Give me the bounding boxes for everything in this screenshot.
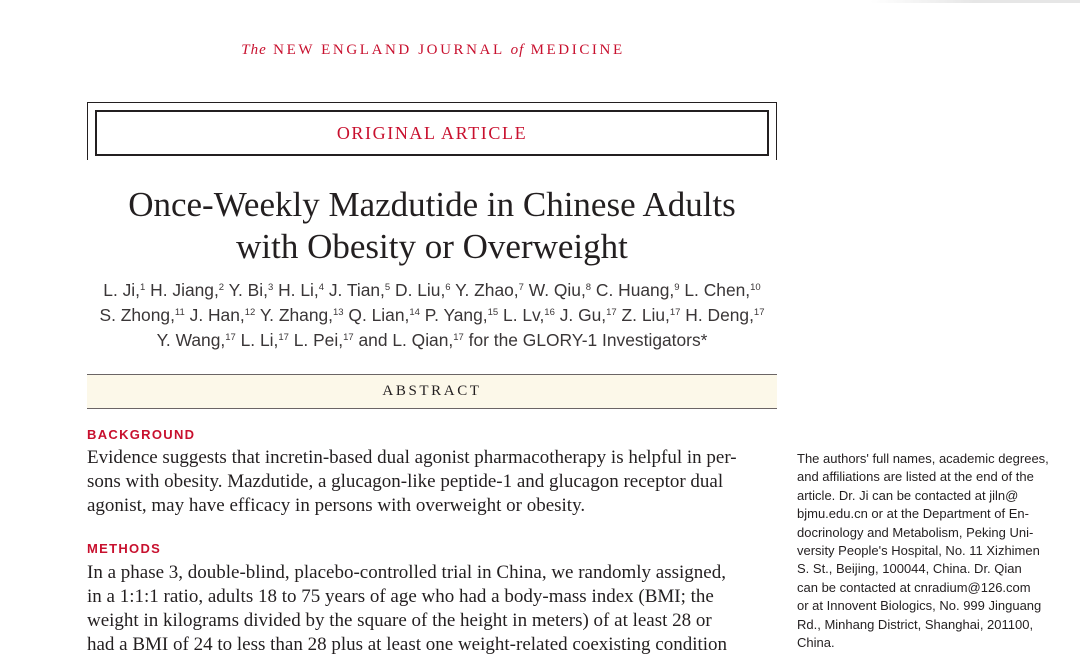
- author-name: P. Yang,: [424, 305, 488, 325]
- author-affiliation: 15: [487, 307, 499, 318]
- author-name: Z. Liu,: [621, 305, 670, 325]
- author-affiliations-note: [797, 450, 1067, 652]
- author-name: J. Tian,: [328, 280, 385, 300]
- author-name: Y. Zhang,: [259, 305, 333, 325]
- article-type-frame: [87, 102, 777, 160]
- author-affiliation: 9: [674, 282, 680, 293]
- methods-line-4: had a BMI of 24 to less than 28 plus at least one weight-related coexisting condition: [87, 634, 728, 655]
- author-affiliation: 8: [585, 282, 592, 293]
- author-name: Q. Lian,: [348, 305, 410, 325]
- journal-masthead: [0, 42, 866, 59]
- author-name: Y. Zhao,: [455, 280, 519, 300]
- author-affiliation: 13: [333, 307, 344, 318]
- side-note-line: S. St., Beijing, 100044, China. Dr. Qian: [797, 561, 1022, 577]
- author-name: C. Huang,: [595, 280, 675, 300]
- masthead-the: The: [241, 42, 267, 58]
- background-text: [87, 446, 778, 518]
- author-affiliation: 5: [384, 282, 391, 293]
- side-note-line: can be contacted at cnradium@126.com: [797, 579, 1031, 595]
- article-title-line-1: Once-Weekly Mazdutide in Chinese Adults: [128, 185, 736, 224]
- author-affiliation: 2: [218, 282, 225, 293]
- masthead-of: of: [510, 42, 525, 58]
- author-affiliation: 17: [278, 332, 289, 343]
- author-name: D. Liu,: [395, 280, 446, 300]
- author-name: L. Li,: [240, 330, 279, 350]
- author-affiliation: 17: [225, 332, 236, 343]
- article-title: [87, 184, 777, 268]
- author-name: L. Chen,: [684, 280, 751, 300]
- side-note-line: Rd., Minhang District, Shanghai, 201100,: [797, 616, 1034, 632]
- authors-group-suffix: for the GLORY-1 Investigators*: [468, 330, 708, 350]
- author-affiliation: 7: [518, 282, 524, 293]
- author-name: H. Li,: [278, 280, 319, 300]
- masthead-part1: NEW ENGLAND JOURNAL: [273, 42, 505, 58]
- side-note-line: or at Innovent Biologics, No. 999 Jinguang: [797, 598, 1042, 614]
- author-line-2: [82, 303, 782, 328]
- author-name: Y. Wang,: [156, 330, 226, 350]
- article-type-label: ORIGINAL ARTICLE: [95, 110, 769, 156]
- author-affiliation: 12: [244, 307, 256, 318]
- author-name: Y. Bi,: [228, 280, 268, 300]
- author-affiliation: 14: [409, 307, 420, 318]
- author-affiliation: 4: [318, 282, 324, 293]
- top-edge-shadow: [870, 0, 1080, 3]
- methods-line-1: In a phase 3, double-blind, placebo-controlled trial in China, we randomly assigned,: [87, 562, 726, 583]
- side-note-line: China.: [797, 635, 835, 651]
- author-affiliation: 6: [445, 282, 451, 293]
- background-heading: BACKGROUND: [87, 427, 196, 442]
- author-affiliation: 17: [453, 332, 464, 343]
- author-line-3: [82, 328, 782, 353]
- author-name: S. Zhong,: [99, 305, 175, 325]
- side-note-line: The authors' full names, academic degrees,: [797, 451, 1049, 466]
- author-affiliation: 17: [606, 307, 617, 318]
- author-line-1: [82, 278, 782, 303]
- side-note-line: versity People's Hospital, No. 11 Xizhimen: [797, 543, 1040, 559]
- side-note-line: docrinology and Metabolism, Peking Uni-: [797, 524, 1034, 540]
- background-line-3: agonist, may have efficacy in persons with overweight or obesity.: [87, 495, 586, 516]
- side-note-line: bjmu.edu.cn or at the Department of En-: [797, 506, 1029, 522]
- methods-line-2: in a 1:1:1 ratio, adults 18 to 75 years of age who had a body-mass index (BMI; the: [87, 586, 714, 607]
- author-name: L. Lv,: [503, 305, 545, 325]
- abstract-header: ABSTRACT: [87, 374, 777, 409]
- author-affiliation: 17: [669, 307, 681, 318]
- author-affiliation: 17: [753, 307, 765, 318]
- methods-heading: METHODS: [87, 541, 162, 556]
- author-name: J. Gu,: [559, 305, 607, 325]
- author-name: L. Pei,: [293, 330, 344, 350]
- masthead-part2: MEDICINE: [530, 42, 625, 58]
- author-list: [82, 278, 782, 353]
- author-affiliation: 11: [174, 307, 185, 318]
- article-title-line-2: with Obesity or Overweight: [236, 227, 628, 266]
- author-name: H. Jiang,: [150, 280, 219, 300]
- author-affiliation: 10: [750, 282, 761, 293]
- author-name: J. Han,: [189, 305, 245, 325]
- methods-text: [87, 561, 778, 657]
- author-name: H. Deng,: [685, 305, 754, 325]
- background-line-1: Evidence suggests that incretin-based dual agonist pharmacotherapy is helpful in per-: [87, 447, 737, 468]
- author-affiliation: 16: [544, 307, 555, 318]
- author-affiliation: 1: [140, 282, 146, 293]
- author-name: W. Qiu,: [528, 280, 586, 300]
- side-note-line: and affiliations are listed at the end of the: [797, 469, 1034, 485]
- author-affiliation: 3: [267, 282, 274, 293]
- methods-line-3: weight in kilograms divided by the square of the height in meters) of at least 28 or: [87, 610, 712, 631]
- side-note-line: article. Dr. Ji can be contacted at jiln@: [797, 487, 1019, 503]
- author-affiliation: 17: [343, 332, 354, 343]
- background-line-2: sons with obesity. Mazdutide, a glucagon-like peptide-1 and glucagon receptor dual: [87, 471, 724, 492]
- author-name: and L. Qian,: [358, 330, 454, 350]
- author-name: L. Ji,: [103, 280, 141, 300]
